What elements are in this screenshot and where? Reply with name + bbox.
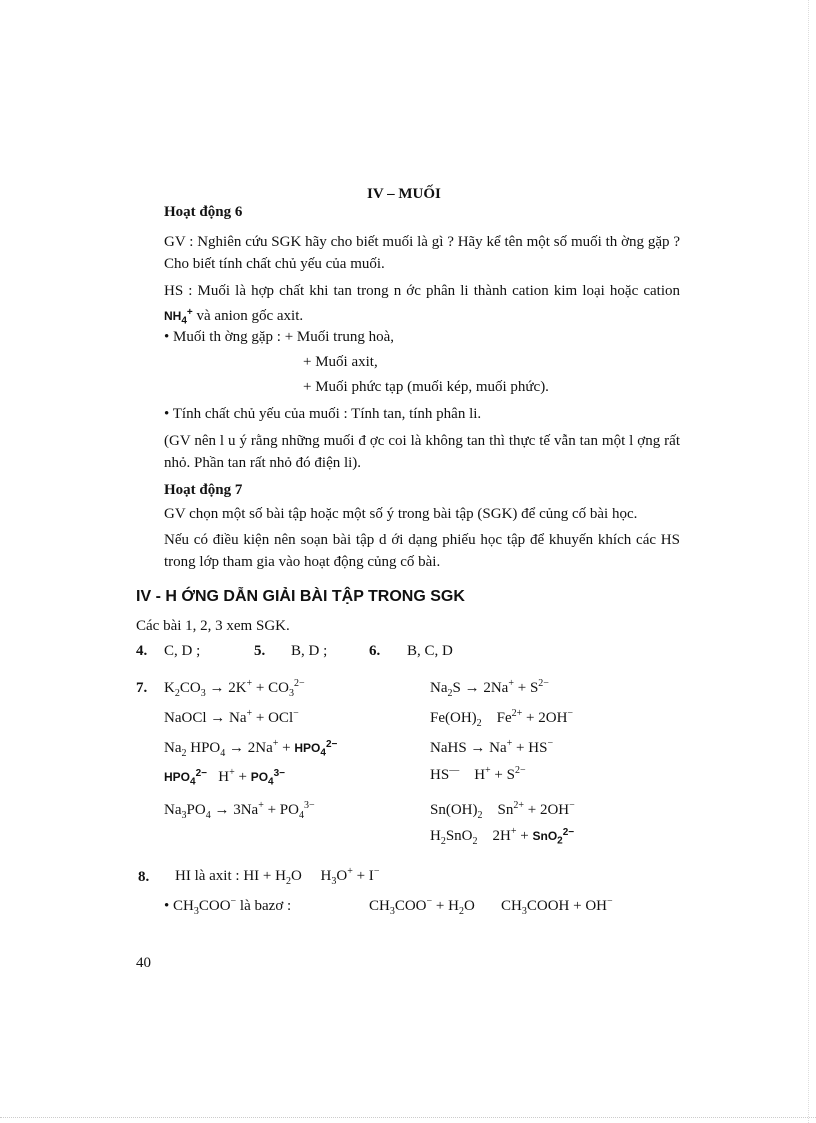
eq-k2co3: $K_2CO_3 \to 2K^+ + CO_3^{2-}$ bbox=[164, 678, 305, 699]
bullet-icon: • bbox=[164, 898, 170, 914]
activity6-heading: Hoạt động 6 bbox=[164, 204, 243, 220]
q4-number: 4. bbox=[136, 643, 148, 659]
q8-number: 8. bbox=[138, 869, 150, 885]
eq-snoh2: $Sn(OH)_2$ $Sn^{2+} + 2OH^-$ bbox=[430, 800, 575, 821]
eq-na2s: $Na_2S \to 2Na^+ + S^{2-}$ bbox=[430, 678, 549, 699]
common-3: + Muối phức tạp (muối kép, muối phức). bbox=[303, 379, 549, 395]
activity7-p2: Nếu có điều kiện nên soạn bài tập d ới dạng phiếu học tập để khuyến khích các HS trong lớp tham gia vào hoạt động củng cố bài. bbox=[164, 532, 680, 570]
common-lead: Muối th ờng gặp : + Muối trung hoà, bbox=[173, 329, 394, 345]
eq-ch3coo-rhs: $CH_3COO^- + H_2O$ $CH_3COOH + OH^-$ bbox=[369, 896, 613, 917]
eq-hs: HS— $H^+ + S^{2-}$ bbox=[430, 765, 526, 783]
eq-na3po4: $Na_3PO_4 \to 3Na^+ + PO_4^{3-}$ bbox=[164, 800, 315, 821]
q6-answer: B, C, D bbox=[407, 643, 453, 659]
eq-ch3coo: • $CH_3COO^-$ là bazơ : bbox=[164, 896, 292, 917]
eq-feoh2: $Fe(OH)_2$ $Fe^{2+} + 2OH^-$ bbox=[430, 708, 574, 729]
eq-hpo4: $HPO_4^{2-}$ $H^+ + PO_4^{3-}$ bbox=[164, 767, 285, 788]
common-salts bbox=[164, 329, 394, 346]
q7-number: 7. bbox=[136, 680, 148, 696]
nh4-ion: $NH_4^+$ bbox=[164, 307, 193, 327]
common-2: + Muối axit, bbox=[303, 354, 378, 370]
activity7-heading: Hoạt động 7 bbox=[164, 482, 243, 498]
right-divider bbox=[808, 0, 809, 1123]
hs-text-a: HS : Muối là hợp chất khi tan trong n ớc phân li thành cation kim loại hoặc cation bbox=[164, 283, 680, 299]
q5-answer: B, D ; bbox=[291, 643, 328, 659]
bullet-icon: • bbox=[164, 406, 170, 422]
section-title: IV – MUỐI bbox=[367, 186, 441, 202]
activity6-gv: GV : Nghiên cứu SGK hãy cho biết muối là gì ? Hãy kể tên một số muối th ờng gặp ? Cho biết tính chất chủ yếu của muối. bbox=[164, 234, 680, 272]
activity6-hs bbox=[164, 280, 680, 332]
bottom-divider bbox=[0, 1117, 816, 1118]
guide-intro: Các bài 1, 2, 3 xem SGK. bbox=[136, 618, 290, 634]
property-text: Tính chất chủ yếu của muối : Tính tan, tính phân li. bbox=[172, 406, 482, 422]
eq-naocl: NaOCl → Na+ + OCl− bbox=[164, 708, 299, 726]
eq-nahs: NaHS → Na+ + HS− bbox=[430, 738, 554, 756]
activity7-p1: GV chọn một số bài tập hoặc một số ý trong bài tập (SGK) để củng cố bài học. bbox=[164, 506, 638, 522]
guide-title: IV - H ỚNG DẪN GIẢI BÀI TẬP TRONG SGK bbox=[136, 588, 465, 605]
page-number: 40 bbox=[136, 955, 151, 971]
bullet-icon: • bbox=[164, 329, 170, 345]
eq-na2hpo4: $Na_2$ $HPO_4 \to 2Na^+ + HPO_4^{2-}$ bbox=[164, 738, 338, 759]
property bbox=[164, 406, 481, 423]
eq-h2sno2: $H_2SnO_2$ 2H+ + SnO$_2^{2-}$ bbox=[430, 826, 575, 847]
hs-text-b: và anion gốc axit. bbox=[196, 308, 304, 324]
q4-answer: C, D ; bbox=[164, 643, 201, 659]
q6-number: 6. bbox=[369, 643, 381, 659]
eq-hi: HI là axit : HI + $H_2O$ $H_3O^+ + I^-$ bbox=[175, 866, 380, 887]
activity6-note: (GV nên l u ý rằng những muối đ ợc coi là không tan thì thực tế vẫn tan một l ợng rất nhỏ. Phần tan rất nhỏ đó điện li). bbox=[164, 433, 680, 471]
q5-number: 5. bbox=[254, 643, 266, 659]
